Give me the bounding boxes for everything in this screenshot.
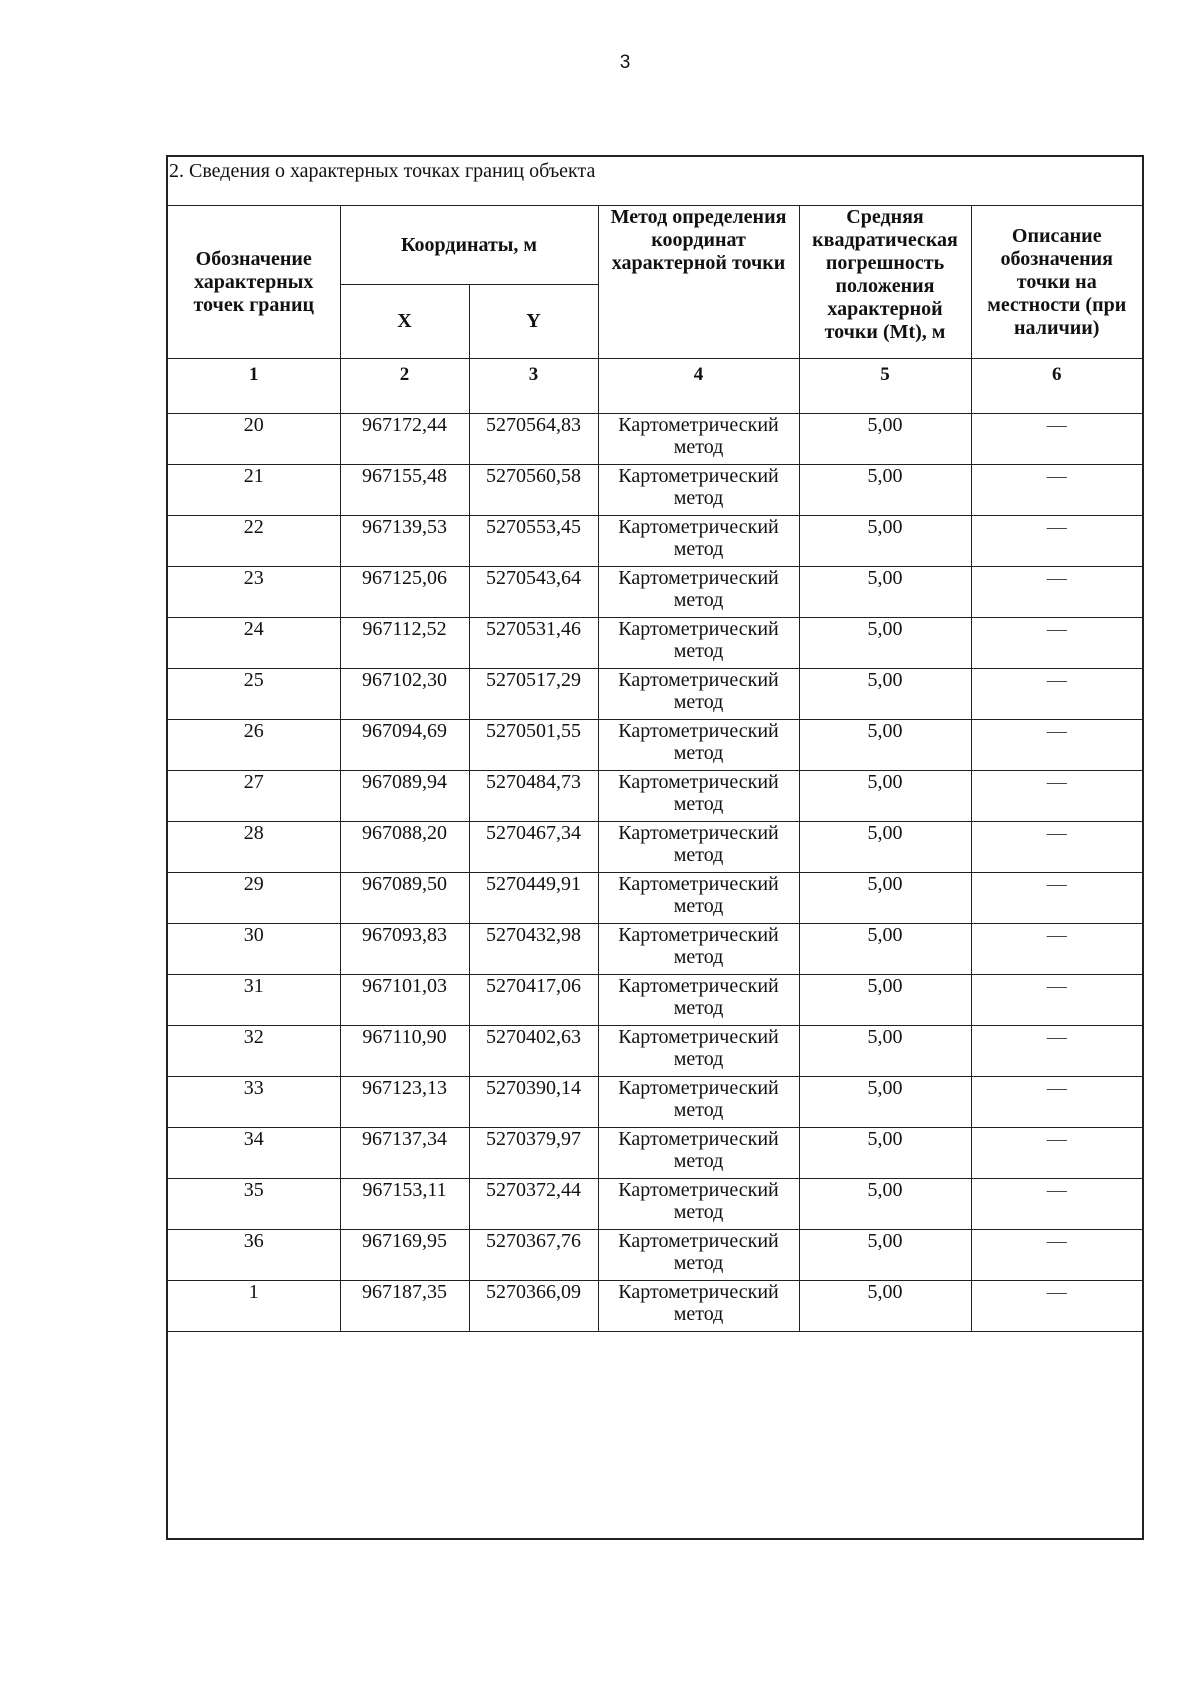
coordinate-x: 967089,50	[340, 873, 469, 924]
method-cell: Картометрический метод	[598, 720, 799, 771]
point-number: 35	[168, 1179, 340, 1230]
table-row	[168, 1026, 1142, 1077]
point-number: 34	[168, 1128, 340, 1179]
method-cell: Картометрический метод	[598, 924, 799, 975]
table-row	[168, 720, 1142, 771]
error-cell: 5,00	[799, 822, 971, 873]
error-cell: 5,00	[799, 669, 971, 720]
method-cell: Картометрический метод	[598, 669, 799, 720]
method-cell: Картометрический метод	[598, 1179, 799, 1230]
table-row	[168, 567, 1142, 618]
header-error: Средняя квадратическая погрешность положения характерной точки (Mt), м	[799, 206, 971, 359]
description-cell: —	[971, 1281, 1142, 1332]
method-cell: Картометрический метод	[598, 1128, 799, 1179]
coordinate-x: 967123,13	[340, 1077, 469, 1128]
point-number: 24	[168, 618, 340, 669]
table-row	[168, 975, 1142, 1026]
description-cell: —	[971, 516, 1142, 567]
description-cell: —	[971, 1077, 1142, 1128]
method-cell: Картометрический метод	[598, 465, 799, 516]
coordinate-x: 967112,52	[340, 618, 469, 669]
error-cell: 5,00	[799, 1128, 971, 1179]
coordinate-y: 5270372,44	[469, 1179, 598, 1230]
table-row	[168, 465, 1142, 516]
coordinate-y: 5270417,06	[469, 975, 598, 1026]
point-number: 31	[168, 975, 340, 1026]
coordinate-x: 967169,95	[340, 1230, 469, 1281]
table-row	[168, 771, 1142, 822]
header-method: Метод определения координат характерной точки	[598, 206, 799, 359]
coordinate-y: 5270564,83	[469, 414, 598, 465]
coordinate-y: 5270484,73	[469, 771, 598, 822]
table-row	[168, 1230, 1142, 1281]
method-cell: Картометрический метод	[598, 1281, 799, 1332]
column-numbers-row	[168, 359, 1142, 414]
method-cell: Картометрический метод	[598, 771, 799, 822]
coordinate-x: 967125,06	[340, 567, 469, 618]
column-number: 3	[469, 359, 598, 414]
table-row	[168, 822, 1142, 873]
coordinate-y: 5270467,34	[469, 822, 598, 873]
coordinate-y: 5270501,55	[469, 720, 598, 771]
coordinate-y: 5270402,63	[469, 1026, 598, 1077]
coordinate-y: 5270379,97	[469, 1128, 598, 1179]
method-cell: Картометрический метод	[598, 1077, 799, 1128]
method-cell: Картометрический метод	[598, 516, 799, 567]
coordinate-y: 5270543,64	[469, 567, 598, 618]
table-row	[168, 1077, 1142, 1128]
boundary-points-table	[168, 206, 1142, 1332]
header-x: X	[340, 285, 469, 359]
error-cell: 5,00	[799, 1026, 971, 1077]
coordinate-x: 967155,48	[340, 465, 469, 516]
point-number: 33	[168, 1077, 340, 1128]
description-cell: —	[971, 822, 1142, 873]
description-cell: —	[971, 873, 1142, 924]
header-description: Описание обозначения точки на местности (при наличии)	[971, 206, 1142, 359]
method-cell: Картометрический метод	[598, 822, 799, 873]
error-cell: 5,00	[799, 465, 971, 516]
description-cell: —	[971, 465, 1142, 516]
point-number: 27	[168, 771, 340, 822]
coordinate-x: 967089,94	[340, 771, 469, 822]
coordinate-x: 967102,30	[340, 669, 469, 720]
coordinate-x: 967101,03	[340, 975, 469, 1026]
method-cell: Картометрический метод	[598, 618, 799, 669]
table-row	[168, 873, 1142, 924]
header-coordinates: Координаты, м	[340, 206, 598, 285]
error-cell: 5,00	[799, 873, 971, 924]
table-row	[168, 1128, 1142, 1179]
description-cell: —	[971, 567, 1142, 618]
description-cell: —	[971, 618, 1142, 669]
point-number: 26	[168, 720, 340, 771]
column-number: 2	[340, 359, 469, 414]
error-cell: 5,00	[799, 618, 971, 669]
error-cell: 5,00	[799, 414, 971, 465]
description-cell: —	[971, 1179, 1142, 1230]
error-cell: 5,00	[799, 1230, 971, 1281]
error-cell: 5,00	[799, 1077, 971, 1128]
coordinate-y: 5270449,91	[469, 873, 598, 924]
coordinate-x: 967110,90	[340, 1026, 469, 1077]
coordinate-y: 5270366,09	[469, 1281, 598, 1332]
error-cell: 5,00	[799, 720, 971, 771]
table-row	[168, 1281, 1142, 1332]
coordinate-x: 967153,11	[340, 1179, 469, 1230]
description-cell: —	[971, 1026, 1142, 1077]
coordinate-y: 5270517,29	[469, 669, 598, 720]
point-number: 21	[168, 465, 340, 516]
description-cell: —	[971, 975, 1142, 1026]
table-row	[168, 1179, 1142, 1230]
method-cell: Картометрический метод	[598, 1026, 799, 1077]
table-row	[168, 669, 1142, 720]
table-row	[168, 414, 1142, 465]
point-number: 23	[168, 567, 340, 618]
error-cell: 5,00	[799, 771, 971, 822]
section-title: 2. Сведения о характерных точках границ объекта	[168, 157, 1142, 206]
coordinate-y: 5270390,14	[469, 1077, 598, 1128]
column-number: 6	[971, 359, 1142, 414]
error-cell: 5,00	[799, 1281, 971, 1332]
point-number: 25	[168, 669, 340, 720]
document-frame	[166, 155, 1144, 1540]
error-cell: 5,00	[799, 1179, 971, 1230]
coordinate-x: 967137,34	[340, 1128, 469, 1179]
error-cell: 5,00	[799, 924, 971, 975]
table-row	[168, 516, 1142, 567]
coordinate-x: 967139,53	[340, 516, 469, 567]
error-cell: 5,00	[799, 975, 971, 1026]
column-number: 4	[598, 359, 799, 414]
method-cell: Картометрический метод	[598, 414, 799, 465]
point-number: 29	[168, 873, 340, 924]
description-cell: —	[971, 669, 1142, 720]
description-cell: —	[971, 720, 1142, 771]
method-cell: Картометрический метод	[598, 567, 799, 618]
description-cell: —	[971, 771, 1142, 822]
coordinate-x: 967088,20	[340, 822, 469, 873]
coordinate-y: 5270432,98	[469, 924, 598, 975]
point-number: 1	[168, 1281, 340, 1332]
header-point: Обозначение характерных точек границ	[168, 206, 340, 359]
column-number: 5	[799, 359, 971, 414]
table-row	[168, 618, 1142, 669]
table-body	[168, 414, 1142, 1332]
point-number: 36	[168, 1230, 340, 1281]
point-number: 20	[168, 414, 340, 465]
point-number: 32	[168, 1026, 340, 1077]
coordinate-y: 5270367,76	[469, 1230, 598, 1281]
table-row	[168, 924, 1142, 975]
page-number: 3	[619, 52, 631, 73]
point-number: 22	[168, 516, 340, 567]
coordinate-x: 967094,69	[340, 720, 469, 771]
description-cell: —	[971, 924, 1142, 975]
error-cell: 5,00	[799, 567, 971, 618]
description-cell: —	[971, 414, 1142, 465]
coordinate-y: 5270553,45	[469, 516, 598, 567]
coordinate-x: 967093,83	[340, 924, 469, 975]
method-cell: Картометрический метод	[598, 975, 799, 1026]
method-cell: Картометрический метод	[598, 873, 799, 924]
coordinate-y: 5270531,46	[469, 618, 598, 669]
error-cell: 5,00	[799, 516, 971, 567]
description-cell: —	[971, 1230, 1142, 1281]
point-number: 28	[168, 822, 340, 873]
coordinate-x: 967172,44	[340, 414, 469, 465]
coordinate-x: 967187,35	[340, 1281, 469, 1332]
header-y: Y	[469, 285, 598, 359]
method-cell: Картометрический метод	[598, 1230, 799, 1281]
column-number: 1	[168, 359, 340, 414]
description-cell: —	[971, 1128, 1142, 1179]
point-number: 30	[168, 924, 340, 975]
coordinate-y: 5270560,58	[469, 465, 598, 516]
